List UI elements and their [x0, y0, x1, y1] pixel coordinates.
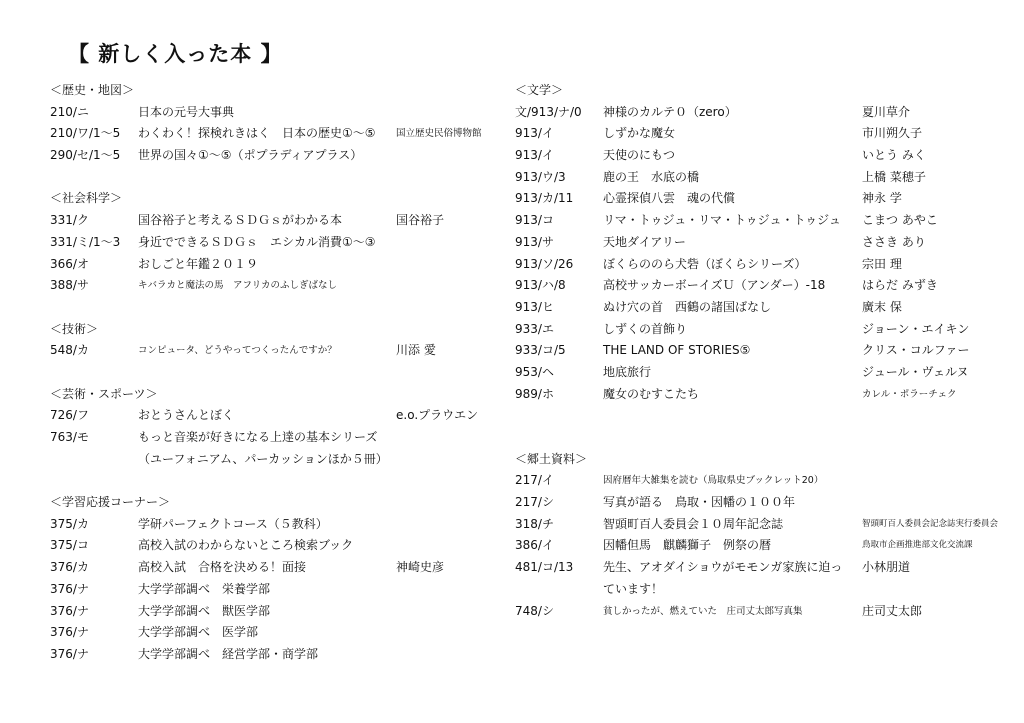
book-row [515, 362, 985, 384]
call-number: 375/カ [50, 516, 89, 531]
book-row [50, 123, 500, 145]
call-number: 913/ソ/26 [515, 256, 574, 271]
call-number: 989/ホ [515, 386, 554, 401]
author-name: 上橋 菜穂子 [862, 169, 926, 184]
call-number: 376/ナ [50, 603, 89, 618]
book-title: 魔女のむすこたち [603, 386, 700, 401]
book-row [50, 145, 500, 167]
section-heading: ＜学習応援コーナー＞ [50, 495, 171, 510]
section-heading: ＜歴史・地図＞ [50, 83, 135, 97]
call-number: 913/コ [515, 213, 554, 228]
call-number: 763/モ [50, 430, 89, 444]
call-number: 726/フ [50, 408, 89, 423]
book-row [515, 384, 985, 406]
section-social-science [50, 188, 500, 296]
book-row [515, 470, 985, 492]
book-title: 高校入試のわからないところ検索ブック [138, 538, 354, 553]
call-number: 290/セ/1～5 [50, 148, 121, 163]
author-name: はらだ みずき [862, 278, 938, 293]
book-title: ぬけ穴の首 西鶴の諸国ばなし [603, 299, 772, 314]
book-row [515, 340, 985, 362]
author-name: 神永 学 [862, 191, 902, 206]
book-title: 大学学部調べ 獣医学部 [138, 603, 271, 618]
section-heading: ＜郷土資料＞ [515, 451, 588, 466]
call-number: 913/サ [515, 234, 554, 249]
call-number: 文/913/ナ/0 [515, 104, 582, 119]
book-title: 国谷裕子と考えるＳＤＧｓがわかる本 [138, 213, 343, 228]
book-row [50, 340, 500, 362]
book-row [50, 275, 500, 297]
book-title: コンピュータ、どうやってつくったんですか？ [138, 345, 337, 357]
book-title: 写真が語る 鳥取・因幡の１００年 [603, 495, 796, 510]
book-row [515, 123, 985, 145]
book-title: おとうさんとぼく [138, 408, 235, 423]
author-name: 宗田 理 [862, 256, 902, 271]
book-title: （ユーフォニアム、パーカッションほか５冊） [138, 451, 388, 466]
call-number: 933/エ [515, 321, 554, 336]
book-title: ています！ [603, 581, 664, 596]
author-name: 廣末 保 [862, 299, 902, 314]
book-row [50, 210, 500, 232]
book-row [515, 167, 985, 189]
book-title: 世界の国々①～⑤（ポプラディアプラス） [138, 148, 363, 163]
book-title: しずかな魔女 [603, 126, 676, 141]
book-title: しずくの首飾り [603, 321, 688, 336]
book-title: キバラカと魔法の馬 アフリカのふしぎばなし [138, 280, 338, 292]
book-row [515, 102, 985, 124]
book-title: 高校入試 合格を決める！面接 [138, 560, 307, 575]
author-name: こまつ あやこ [862, 213, 938, 228]
author-name: クリス・コルファー [862, 343, 970, 358]
author-name: 市川朔久子 [862, 126, 923, 141]
book-row [50, 254, 500, 276]
author-name: 鳥取市企画推進部文化交流課 [862, 540, 973, 551]
section-local-materials [515, 449, 999, 623]
left-column [50, 80, 500, 666]
book-title: リマ・トゥジュ・リマ・トゥジュ・トゥジュ [603, 213, 841, 228]
book-row [515, 254, 985, 276]
call-number: 913/イ [515, 126, 554, 141]
book-title: 日本の元号大事典 [138, 104, 235, 119]
call-number: 210/ニ [50, 104, 89, 119]
book-title: 神様のカルテ０（zero） [603, 104, 737, 119]
book-title: 智頭町百人委員会１０周年記念誌 [603, 516, 784, 531]
book-row [50, 405, 500, 427]
section-technology [50, 319, 500, 362]
call-number: 217/シ [515, 495, 554, 510]
author-name: 神崎史彦 [396, 560, 445, 575]
section-study-support [50, 492, 500, 666]
call-number: 376/ナ [50, 625, 89, 640]
author-name: 国谷裕子 [396, 213, 445, 228]
book-title: 天地ダイアリー [603, 234, 686, 249]
book-row [515, 579, 985, 601]
author-name: 国立歴史民俗博物館 [396, 128, 482, 140]
book-row [50, 427, 500, 449]
call-number: 913/ハ/8 [515, 278, 566, 293]
book-title: 学研パーフェクトコース（５教科） [138, 516, 328, 531]
call-number: 331/ク [50, 213, 89, 228]
book-row [515, 297, 985, 319]
book-title: 身近でできるＳＤＧｓ エシカル消費①～③ [138, 234, 376, 249]
book-title: 大学学部調べ 経営学部・商学部 [138, 646, 319, 661]
call-number: 376/ナ [50, 646, 89, 661]
call-number: 375/コ [50, 538, 89, 553]
book-row [50, 535, 500, 557]
call-number: 933/コ/5 [515, 343, 566, 358]
book-title: THE LAND OF STORIES⑤ [603, 343, 751, 358]
book-row [515, 188, 985, 210]
call-number: 386/イ [515, 538, 554, 553]
book-title: 貧しかったが、燃えていた 庄司丈太郎写真集 [603, 605, 803, 617]
author-name: 智頭町百人委員会記念誌実行委員会 [862, 518, 999, 529]
call-number: 748/シ [515, 603, 554, 618]
call-number: 376/ナ [50, 581, 89, 596]
book-title: 地底旅行 [603, 364, 652, 379]
section-heading: ＜技術＞ [50, 321, 99, 336]
call-number: 913/ウ/3 [515, 169, 566, 184]
call-number: 913/カ/11 [515, 191, 574, 206]
right-column [515, 80, 999, 622]
book-row [515, 232, 985, 254]
book-row [50, 102, 500, 124]
book-title: 高校サッカーボーイズＵ（アンダー）-18 [603, 278, 826, 293]
book-row [50, 514, 500, 536]
author-name: e.o.プラウエン [396, 408, 479, 423]
book-title: もっと音楽が好きになる上達の基本シリーズ [138, 430, 378, 444]
book-row [515, 319, 985, 341]
book-row [515, 557, 985, 579]
book-title: ぼくらののら犬砦（ぼくらシリーズ） [603, 256, 807, 271]
book-row [50, 601, 500, 623]
book-row [50, 557, 500, 579]
book-title: 心霊探偵八雲 魂の代償 [603, 191, 736, 206]
author-name: 夏川草介 [862, 104, 911, 119]
author-name: いとう みく [862, 148, 926, 163]
call-number: 376/カ [50, 560, 89, 575]
book-row [515, 601, 985, 623]
section-heading: ＜芸術・スポーツ＞ [50, 386, 158, 401]
section-history-maps [50, 80, 500, 167]
book-title: おしごと年鑑２０１９ [138, 256, 259, 271]
author-name: ジョーン・エイキン [862, 321, 970, 336]
call-number: 210/ワ/1～5 [50, 126, 121, 141]
book-title: 先生、アオダイショウがモモンガ家族に迫っ [603, 560, 843, 575]
call-number: 366/オ [50, 256, 89, 271]
call-number: 548/カ [50, 343, 89, 358]
author-name: ジュール・ヴェルヌ [862, 364, 969, 379]
book-row [50, 644, 500, 666]
call-number: 331/ミ/1～3 [50, 234, 121, 249]
author-name: ささき あり [862, 234, 926, 249]
call-number: 953/ヘ [515, 364, 554, 379]
book-row [515, 275, 985, 297]
book-row [50, 232, 500, 254]
page-title: 【 新しく入った本 】 [68, 42, 283, 66]
call-number: 388/サ [50, 278, 89, 293]
section-literature [515, 80, 985, 405]
book-row [50, 579, 500, 601]
call-number: 217/イ [515, 473, 554, 488]
call-number: 913/イ [515, 148, 554, 163]
call-number: 913/ヒ [515, 299, 554, 314]
author-name: 庄司丈太郎 [862, 603, 923, 618]
book-title: 因府暦年大雑集を読む（鳥取県史ブックレット20） [603, 475, 824, 487]
book-row [515, 210, 985, 232]
book-row [515, 145, 985, 167]
section-heading: ＜文学＞ [515, 83, 564, 97]
book-row [50, 622, 500, 644]
book-title: 大学学部調べ 栄養学部 [138, 581, 271, 596]
book-row [515, 535, 985, 557]
author-name: カレル・ポラーチェク [862, 388, 957, 400]
book-title: 天使のにもつ [603, 148, 676, 163]
author-name: 川添 愛 [396, 343, 436, 358]
book-title: 因幡但馬 麒麟獅子 例祭の暦 [603, 538, 772, 553]
book-title: 鹿の王 水底の橋 [603, 169, 700, 184]
section-heading: ＜社会科学＞ [50, 191, 123, 206]
section-arts-sports [50, 384, 500, 471]
book-row [515, 492, 985, 514]
book-row [515, 514, 999, 536]
call-number: 318/チ [515, 516, 554, 531]
author-name: 小林朋道 [862, 560, 911, 575]
book-row [50, 449, 500, 471]
book-title: 大学学部調べ 医学部 [138, 625, 259, 640]
book-title: わくわく！探検れきはく 日本の歴史①～⑤ [138, 126, 376, 141]
call-number: 481/コ/13 [515, 560, 574, 575]
